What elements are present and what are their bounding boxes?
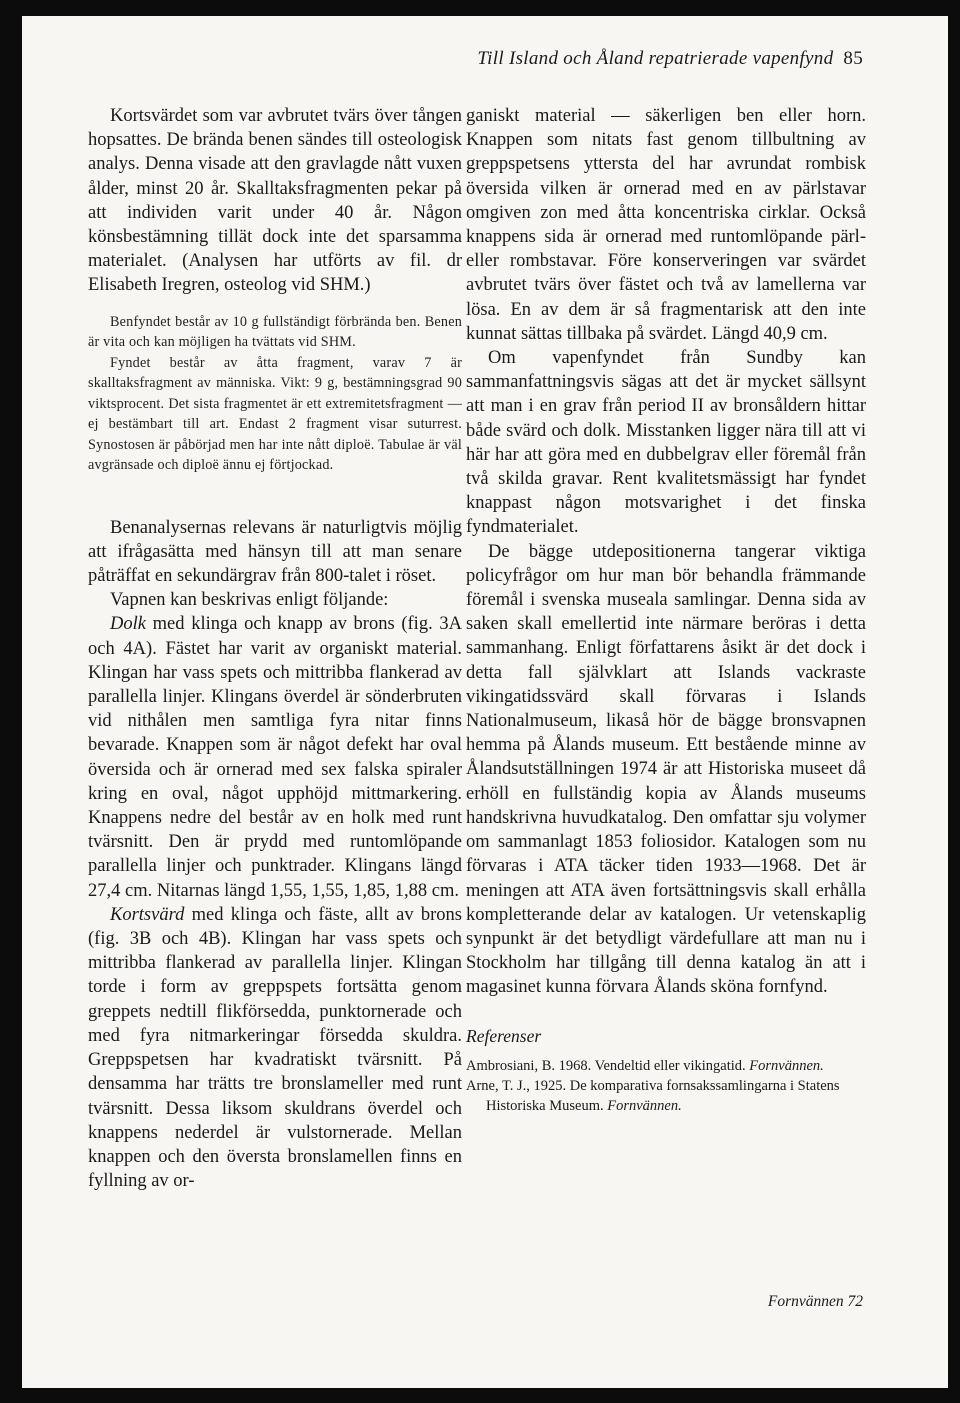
running-title: Till Island och Åland repatrierade vapenfynd [477, 48, 834, 69]
paragraph-sundby-summary: Om vapenfyndet från Sundby kan sammanfattningsvis sägas att det är mycket sällsynt att man i en grav från period II av bronsåldern hittar både svärd och dolk. Misstanken ligger nära till att vi här har att göra med en dubbelgrav eller föremål från två skilda gravar. Rent kvalitetsmässigt har fyndet knappast någon motsvarighet i det finska fyndmaterialet. [466, 348, 866, 538]
reference-item [466, 1056, 866, 1076]
page-number: 85 [843, 48, 863, 69]
right-column [466, 104, 866, 1116]
reference-item [466, 1076, 866, 1116]
paragraph-relevance: Benanalysernas relevans är naturligtvis möjlig att ifrågasätta med hänsyn till att man senare påträffat en sekundärgrav från 800-talet i röset. [88, 517, 462, 587]
journal-footer: Fornvännen 72 [767, 1293, 863, 1310]
dagger-description: med klinga och knapp av brons (fig. 3A och 4A). Fästet har varit av organiskt material. Klingan har vass spets och mittribba flankerad av parallella linjer. Klingans överdel är sönderbruten vid nithålen men samtliga fyra nitar finns bevarade. Knappen som är något defekt har oval översida och är ornerad med sex falska spiraler kring en oval, något upphöjd mittmarkering. Knappens nedre del består av en holk med runt tvärsnitt. Den är prydd med runtomlöpande parallella linjer och punktrader. Klingans längd 27,4 cm. Nitarnas längd 1,55, 1,55, 1,85, 1,88 cm. [88, 614, 462, 901]
paragraph-short-sword [88, 903, 462, 1193]
paragraph-policy: De bägge utdepositionerna tangerar viktiga policyfrågor om hur man bör behandla främmande föremål i svenska museala samlingar. Denna sida av saken skall emellertid inte närmare beröras i detta sammanhang. Enligt författarens åsikt är det dock i detta fall självklart att Islands vackraste vikingatidssvärd skall förvaras i Islands Nationalmuseum, likaså hör de bägge bronsvapnen hemma på Ålands museum. Ett bestående minne av Ålandsutställningen 1974 är att Historiska museet då erhöll en fullständig kopia av Ålands museums handskrivna huvudkatalog. Den omfattar sju volymer om sammanlagt 1853 foliosidor. Katalogen som nu förvaras i ATA täcker tiden 1933—1968. Det är meningen att ATA även fortsättningsvis skall erhålla kompletterande delar av katalogen. Ur vetenskaplig synpunkt är det betydligt värdefullare att man nu i Stockholm har tillgång till denna katalog än att i magasinet kunna förvara Ålands sköna fornfynd. [466, 541, 866, 998]
left-column [88, 104, 462, 1193]
reference-journal: Fornvännen. [607, 1097, 682, 1114]
note-bone-find: Benfyndet består av 10 g fullständigt förbrända ben. Benen är vita och kan möjligen ha tvättats vid SHM. [88, 313, 462, 351]
note-fragments: Fyndet består av åtta fragment, varav 7 är skalltaksfragment av människa. Vikt: 9 g, bestämningsgrad 90 viktsprocent. Det sista fragmentet är ett extremitetsfragment — ej bestämbart till art. Endast 2 fragment visar suturrest. Synostosen är påbörjad men har inte nått diploë. Tabulae är väl avgränsade och diploë ännu ej förtjockad. [88, 354, 462, 474]
paragraph-dagger [88, 612, 462, 902]
reference-text: Ambrosiani, B. 1968. Vendeltid eller vikingatid. [466, 1057, 750, 1074]
term-kortsvard: Kortsvärd [110, 904, 185, 925]
running-header [433, 48, 863, 70]
paragraph-grave-analysis: Kortsvärdet som var avbrutet tvärs över tången hopsattes. De brända benen sändes till osteologisk analys. Denna visade att den gravlagde nått vuxen ålder, minst 20 år. Skalltaksfragmenten pekar på att individen varit under 40 år. Någon könsbestämning tillät dock inte det sparsamma materialet. (Analysen har utförts av fil. dr Elisabeth Iregren, osteolog vid SHM.) [88, 106, 462, 296]
reference-journal: Fornvännen. [749, 1057, 824, 1074]
term-dolk: Dolk [110, 614, 146, 635]
paragraph-weapons-intro: Vapnen kan beskrivas enligt följande: [110, 590, 389, 611]
reference-text: Arne, T. J., 1925. De komparativa fornsakssamlingarna i Statens Historiska Museum. [466, 1077, 840, 1114]
short-sword-description: med klinga och fäste, allt av brons (fig. 3B och 4B). Klingan har vass spets och mittribba flankerad av parallella linjer. Klingan torde i form av greppspets fortsätta genom greppets nedtill flikförsedda, punktornerade och med fyra nitmarkeringar försedda skuldra. Greppspetsen har kvadratiskt tvärsnitt. På densamma har trätts tre bronslameller med runt tvärsnitt. Dessa liksom skuldrans överdel och knappens nederdel är vulstornerade. Mellan knappen och den översta bronslamellen finns en fyllning av or- [88, 904, 462, 1192]
references-heading: Referenser [466, 1025, 542, 1046]
paragraph-continuation: ganiskt material — säkerligen ben eller horn. Knappen som nitats fast genom tillbultning av greppspetsens yttersta del har avrundat rombisk översida vilken är ornerad med en av pärlstavar omgiven zon med åtta koncentriska cirklar. Också knappens sida är ornerad med runtomlöpande pärl- eller rombstavar. Före konserveringen var svärdet avbrutet tvärs över fästet och två av lamellerna var lösa. En av dem är så fragmentarisk att den inte kunnat sättas tillbaka på svärdet. Längd 40,9 cm. [466, 106, 866, 344]
